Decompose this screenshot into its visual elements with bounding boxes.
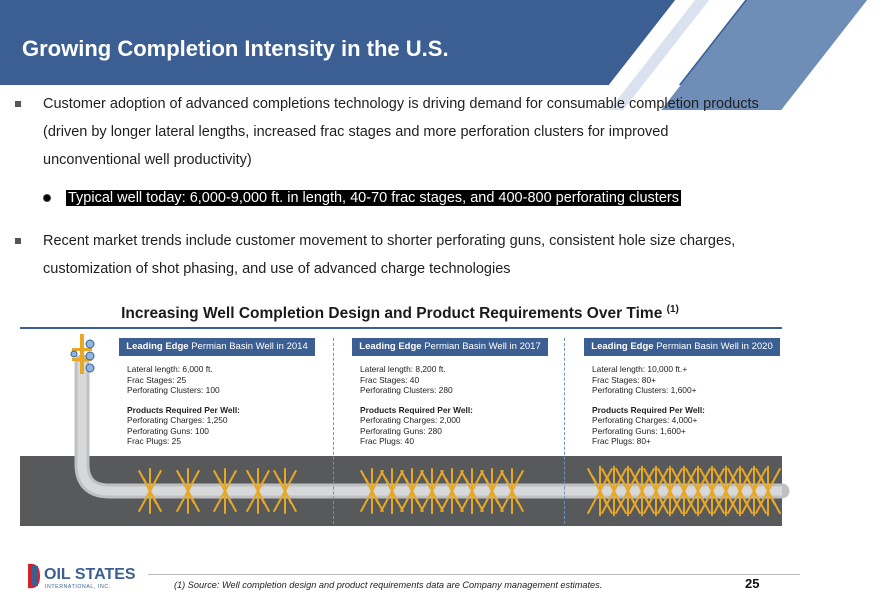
frac-fracture-icon <box>401 469 423 513</box>
perforating-clusters: Perforating Clusters: 100 <box>127 385 220 395</box>
section-title-text: Increasing Well Completion Design and Product Requirements Over Time <box>121 305 663 323</box>
panel-2017 <box>352 338 548 447</box>
lateral-length: Lateral length: 10,000 ft.+ <box>592 364 688 374</box>
frac-fracture-icon <box>756 467 780 515</box>
frac-fracture-icon <box>616 467 640 515</box>
section-divider <box>20 327 782 329</box>
panel-body <box>584 356 780 447</box>
panel-2020 <box>584 338 780 447</box>
frac-fracture-icon <box>421 469 443 513</box>
perforating-guns: Perforating Guns: 280 <box>360 425 442 436</box>
company-logo <box>26 560 136 592</box>
perforating-clusters: Perforating Clusters: 1,600+ <box>592 385 697 395</box>
frac-plugs: Frac Plugs: 40 <box>360 436 414 446</box>
frac-fracture-icon <box>742 467 766 515</box>
frac-fracture-icon <box>139 469 161 513</box>
frac-fracture-icon <box>361 469 383 513</box>
frac-fracture-icon <box>672 467 696 515</box>
page-number: 25 <box>745 576 760 591</box>
frac-fracture-icon <box>714 467 738 515</box>
era-divider <box>333 338 334 524</box>
bullet-text: Recent market trends include customer movement to shorter perforating guns, consistent hole size charges, customization of shot phasing, and use of advanced charge technologies <box>43 233 736 277</box>
frac-plugs: Frac Plugs: 80+ <box>592 436 651 446</box>
frac-fracture-icon <box>686 467 710 515</box>
frac-fracture-icon <box>214 469 236 513</box>
circle-bullet-icon <box>43 194 51 202</box>
frac-fracture-icon <box>630 467 654 515</box>
frac-fracture-icon <box>177 469 199 513</box>
logo-text: OIL STATES <box>44 566 136 583</box>
page-title: Growing Completion Intensity in the U.S. <box>22 36 449 61</box>
well-diagram <box>20 334 782 526</box>
frac-fracture-icon <box>658 467 682 515</box>
logo-subtext: INTERNATIONAL, INC. <box>45 584 111 590</box>
products-heading: Products Required Per Well: <box>127 404 240 415</box>
products-heading: Products Required Per Well: <box>592 404 705 415</box>
title-bar <box>0 0 800 85</box>
frac-plugs: Frac Plugs: 25 <box>127 436 181 446</box>
panel-header: Leading Edge Permian Basin Well in 2014 <box>119 338 315 356</box>
square-bullet-icon <box>15 238 21 244</box>
square-bullet-icon <box>15 101 21 107</box>
frac-stages: Frac Stages: 40 <box>360 374 420 385</box>
perforating-charges: Perforating Charges: 2,000 <box>360 415 461 425</box>
footer-rule <box>148 574 800 575</box>
frac-fracture-icon <box>381 469 403 513</box>
perforating-charges: Perforating Charges: 1,250 <box>127 415 228 425</box>
products-heading: Products Required Per Well: <box>360 404 473 415</box>
era-divider <box>564 338 565 524</box>
frac-fracture-icon <box>602 467 626 515</box>
panel-body <box>352 356 548 447</box>
frac-fracture-icon <box>501 469 523 513</box>
section-title <box>0 304 800 323</box>
frac-fracture-icon <box>247 469 269 513</box>
frac-fracture-icon <box>481 469 503 513</box>
frac-stages: Frac Stages: 80+ <box>592 374 657 385</box>
footnote-marker: (1) <box>666 304 679 315</box>
bullet-item <box>43 227 763 283</box>
perforating-guns: Perforating Guns: 100 <box>127 425 209 436</box>
panel-header: Leading Edge Permian Basin Well in 2017 <box>352 338 548 356</box>
perforating-guns: Perforating Guns: 1,600+ <box>592 425 686 436</box>
lateral-length: Lateral length: 6,000 ft. <box>127 364 213 374</box>
frac-fracture-icon <box>728 467 752 515</box>
perforating-charges: Perforating Charges: 4,000+ <box>592 415 698 425</box>
panel-2014 <box>119 338 315 447</box>
bullet-text: Customer adoption of advanced completions technology is driving demand for consumable completion products (driven by longer lateral lengths, increased frac stages and more perforation clusters for improved unconventional well productivity) <box>43 96 759 168</box>
frac-fracture-icon <box>274 469 296 513</box>
panel-body <box>119 356 315 447</box>
sub-bullet-item <box>66 184 786 212</box>
frac-fracture-icon <box>644 467 668 515</box>
frac-fracture-icon <box>700 467 724 515</box>
bullet-item <box>43 90 763 174</box>
frac-fracture-icon <box>461 469 483 513</box>
footnote: (1) Source: Well completion design and product requirements data are Company management estimates. <box>174 580 603 590</box>
lateral-length: Lateral length: 8,200 ft. <box>360 364 446 374</box>
perforating-clusters: Perforating Clusters: 280 <box>360 385 453 395</box>
frac-fracture-icon <box>588 467 612 515</box>
frac-fracture-icon <box>441 469 463 513</box>
panel-header: Leading Edge Permian Basin Well in 2020 <box>584 338 780 356</box>
sub-bullet-text: Typical well today: 6,000-9,000 ft. in length, 40-70 frac stages, and 400-800 perforating clusters <box>68 190 679 206</box>
frac-stages: Frac Stages: 25 <box>127 374 187 385</box>
